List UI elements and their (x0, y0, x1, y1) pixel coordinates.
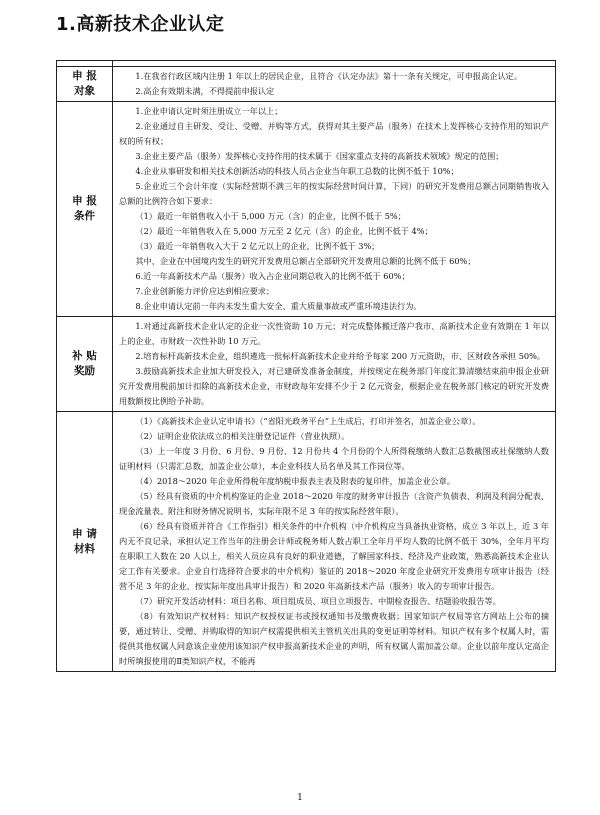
paragraph: （5）经具有资质的中介机构鉴证的企业 2018～2020 年度的财务审计报告（含资产负债表、利润及利润分配表、现金流量表、附注和财务情况说明书，实际年限不足 3 年的按实际经营年限）。 (119, 491, 549, 516)
paragraph: 1.在我省行政区域内注册 1 年以上的居民企业，且符合《认定办法》第十一条有关规定，可申报高企认定。 (135, 71, 523, 81)
paragraph: 8.企业申请认定前一年内未发生重大安全、重大质量事故或严重环境违法行为。 (135, 301, 422, 311)
paragraph: 1.对通过高新技术企业认定的企业一次性资助 10 万元；对完成整体搬迁落户我市、高新技术企业有效期在 1 年以上的企业，市财政一次性补助 10 万元。 (119, 321, 549, 346)
paragraph: 6.近一年高新技术产品（服务）收入占企业同期总收入的比例不低于 60%； (135, 271, 410, 281)
paragraph: （2）证明企业依法成立的相关注册登记证件（营业执照）。 (135, 431, 350, 441)
paragraph: （1）最近一年销售收入小于 5,000 万元（含）的企业，比例不低于 5%； (135, 211, 406, 221)
paragraph: 2.高企有效期未满，不得提前申报认定 (135, 86, 275, 96)
paragraph: （1）《高新技术企业认定申请书》（“省阳光政务平台”上生成后，打印并签名，加盖企业公章）。 (135, 416, 481, 426)
section-content-materials (113, 412, 556, 672)
paragraph: 3.鼓励高新技术企业加大研发投入，对已建研发准备金制度，并按规定在税务部门年度汇算清缴结束前申报企业研究开发费用税前加计扣除的高新技术企业，市财政每年安排不少于 2 亿元资金，根据企业在税务部门核定的研究开发费用数额按比例给予补助。 (119, 366, 549, 406)
paragraph: 3.企业主要产品（服务）发挥核心支持作用的技术属于《国家重点支持的高新技术领域》规定的范围； (135, 151, 504, 161)
page-number: 1 (297, 793, 303, 803)
paragraph: （4）2018～2020 年企业所得税年度纳税申报表主表及附表的复印件，加盖企业公章。 (135, 476, 456, 486)
paragraph: （2）最近一年销售收入在 5,000 万元至 2 亿元（含）的企业，比例不低于 4%； (135, 226, 433, 236)
section-content-conditions (113, 102, 556, 317)
section-label-conditions: 申 报 条件 (57, 102, 113, 317)
section-row-subsidy (57, 317, 556, 412)
section-content-subsidy (113, 317, 556, 412)
section-row-conditions (57, 102, 556, 317)
paragraph: （3）上一年度 3 月份、6 月份、9 月份、12 月份共 4 个月份的个人所得税缴纳人数汇总数截图或社保缴纳人数证明材料（只需汇总数，加盖企业公章），本企业科技人员名单及其工作岗位等。 (119, 446, 549, 471)
paragraph: 7.企业创新能力评价应达到相应要求； (135, 286, 275, 296)
paragraph: 其中，企业在中国境内发生的研究开发费用总额占全部研究开发费用总额的比例不低于 60%； (135, 256, 476, 266)
paragraph: （3）最近一年销售收入大于 2 亿元以上的企业，比例不低于 3%； (135, 241, 380, 251)
paragraph: 2.培育标杆高新技术企业，组织遴选一批标杆高新技术企业并给予每家 200 万元资助，市、区财政各承担 50%。 (135, 351, 546, 361)
section-content-applicant (113, 67, 556, 102)
section-label-materials: 申 请 材料 (57, 412, 113, 672)
paragraph: 5.企业近三个会计年度（实际经营期不满三年的按实际经营时间计算，下同）的研究开发费用总额占同期销售收入总额的比例符合如下要求： (119, 181, 549, 206)
page-title: 1.高新技术企业认定 (56, 14, 225, 35)
section-label-applicant: 申 报 对象 (57, 67, 113, 102)
section-row-applicant (57, 67, 556, 102)
policy-table (56, 60, 556, 672)
paragraph: （8）有效知识产权材料：知识产权授权证书或授权通知书及缴费收据；国家知识产权局等官方网站上公布的摘要，通过转让、受赠、并购取得的知识产权需提供相关主管机关出具的变更证明等材料。知识产权有多个权属人时，需提供其他权属人同意该企业使用该知识产权申报高新技术企业的声明，所有权属人需加盖公章。企业以前年度认定高企时所填报使用的Ⅱ类知识产权，不能再 (119, 611, 549, 666)
paragraph: 4.企业从事研发和相关技术创新活动的科技人员占企业当年职工总数的比例不低于 10%； (135, 166, 459, 176)
section-label-subsidy: 补 贴 奖励 (57, 317, 113, 412)
paragraph: （6）经具有资质并符合《工作指引》相关条件的中介机构（中介机构应当具备执业资格，成立 3 年以上，近 3 年内无不良记录，承担认定工作当年的注册会计师或税务师人数占职工全年月平均人数的比例不低于 30%，全年月平均在职职工人数在 20 人以上，相关人员应具有良好的职业道德，了解国家科技、经济及产业政策，熟悉高新技术企业认定工作有关要求。企业自行选择符合要求的中介机构）鉴证的 2018～2020 年度企业研究开发费用专项审计报告（经营不足 3 年的企业，按实际年度出具审计报告）和 2020 年高新技术产品（服务）收入的专项审计报告。 (119, 521, 549, 591)
paragraph: 2.企业通过自主研发、受让、受赠、并购等方式，获得对其主要产品（服务）在技术上发挥核心支持作用的知识产权的所有权； (119, 121, 549, 146)
paragraph: 1.企业申请认定时须注册成立一年以上； (135, 106, 283, 116)
section-row-materials (57, 412, 556, 672)
paragraph: （7）研究开发活动材料：项目名称、项目组成员、项目立项报告、中期检查报告、结题验收报告等。 (135, 596, 501, 606)
